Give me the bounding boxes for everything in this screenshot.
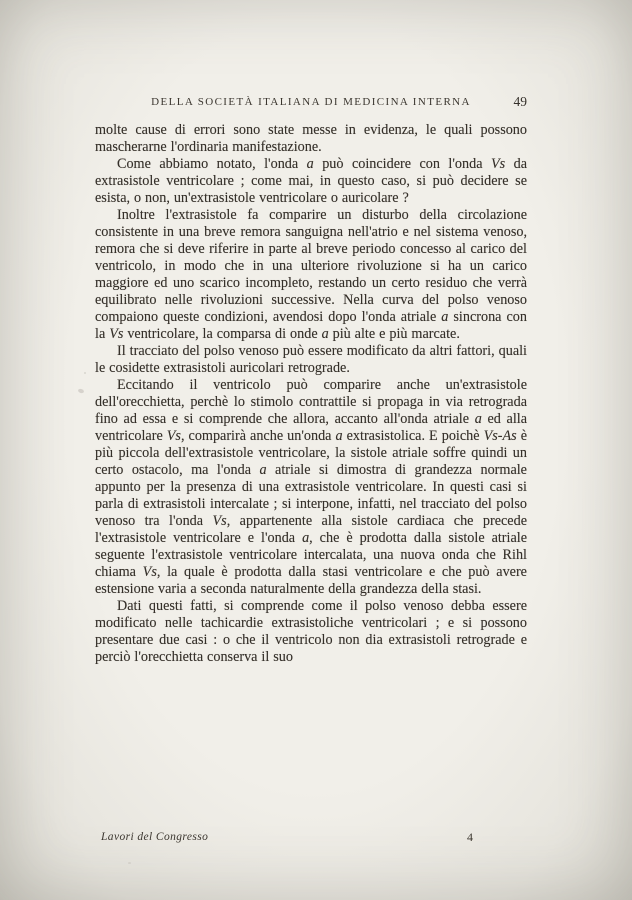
paragraph: Dati questi fatti, si comprende come il polso venoso debba essere modificato nelle tachicardie extrasistoliche ventricolari ; e si possono presentare due casi : o che il ventricolo non dia extrasistoli retrograde e perciò l'orecchietta conserva il suo xyxy=(95,598,527,665)
paragraph: Come abbiamo notato, l'onda a può coincidere con l'onda Vs da extrasistole ventricolare ; come mai, in questo caso, si può decidere se esista, o non, un'extrasistole ventricolare o auricolare ? xyxy=(95,156,527,206)
footer-signature-number: 4 xyxy=(467,830,473,844)
paragraph: molte cause di errori sono state messe in evidenza, le quali possono mascherarne l'ordinaria manifestazione. xyxy=(95,122,527,155)
page-number: 49 xyxy=(513,94,527,109)
scan-speck xyxy=(84,372,86,374)
running-title: DELLA SOCIETÀ ITALIANA DI MEDICINA INTERNA xyxy=(151,96,471,108)
paragraph: Il tracciato del polso venoso può essere modificato da altri fattori, quali le cosidette extrasistoli auricolari retrograde. xyxy=(95,343,527,376)
footer-signature-text: Lavori del Congresso xyxy=(101,831,209,843)
page-header xyxy=(95,96,527,112)
page-body xyxy=(95,122,527,666)
scan-speck xyxy=(128,862,131,864)
paragraph: Inoltre l'extrasistole fa comparire un disturbo della circolazione consistente in una breve remora sanguigna nell'atrio e nel sistema venoso, remora che si deve riferire in parte al breve periodo concesso al carico del ventricolo, in modo che in una ulteriore rivoluzione si ha un carico maggiore ed uno scarico incompleto, restando un certo residuo che verrà equilibrato nelle rivoluzioni successive. Nella curva del polso venoso compaiono queste condizioni, avendosi dopo l'onda atriale a sincrona con la Vs ventricolare, la comparsa di onde a più alte e più marcate. xyxy=(95,207,527,342)
scan-speck xyxy=(77,388,84,394)
paragraph: Eccitando il ventricolo può comparire anche un'extrasistole dell'orecchietta, perchè lo stimolo contrattile si propaga in via retrograda fino ad essa e si comprende che allora, accanto all'onda atriale a ed alla ventricolare Vs, comparirà anche un'onda a extrasistolica. E poichè Vs-As è più piccola dell'extrasistole ventricolare, la sistole atriale soffre quindi un certo ostacolo, ma l'onda a atriale si dimostra di grandezza normale appunto per la presenza di una extrasistole ventricolare. In questi casi si parla di extrasistoli intercalate ; si interpone, infatti, nel tracciato del polso venoso tra l'onda Vs, appartenente alla sistole cardiaca che precede l'extrasistole ventricolare e l'onda a, che è prodotta dalla sistole atriale seguente l'extrasistole ventricolare intercalata, una nuova onda che Rihl chiama Vs, la quale è prodotta dalla stasi ventricolare e che può avere estensione varia a seconda naturalmente della grandezza della stasi. xyxy=(95,377,528,597)
